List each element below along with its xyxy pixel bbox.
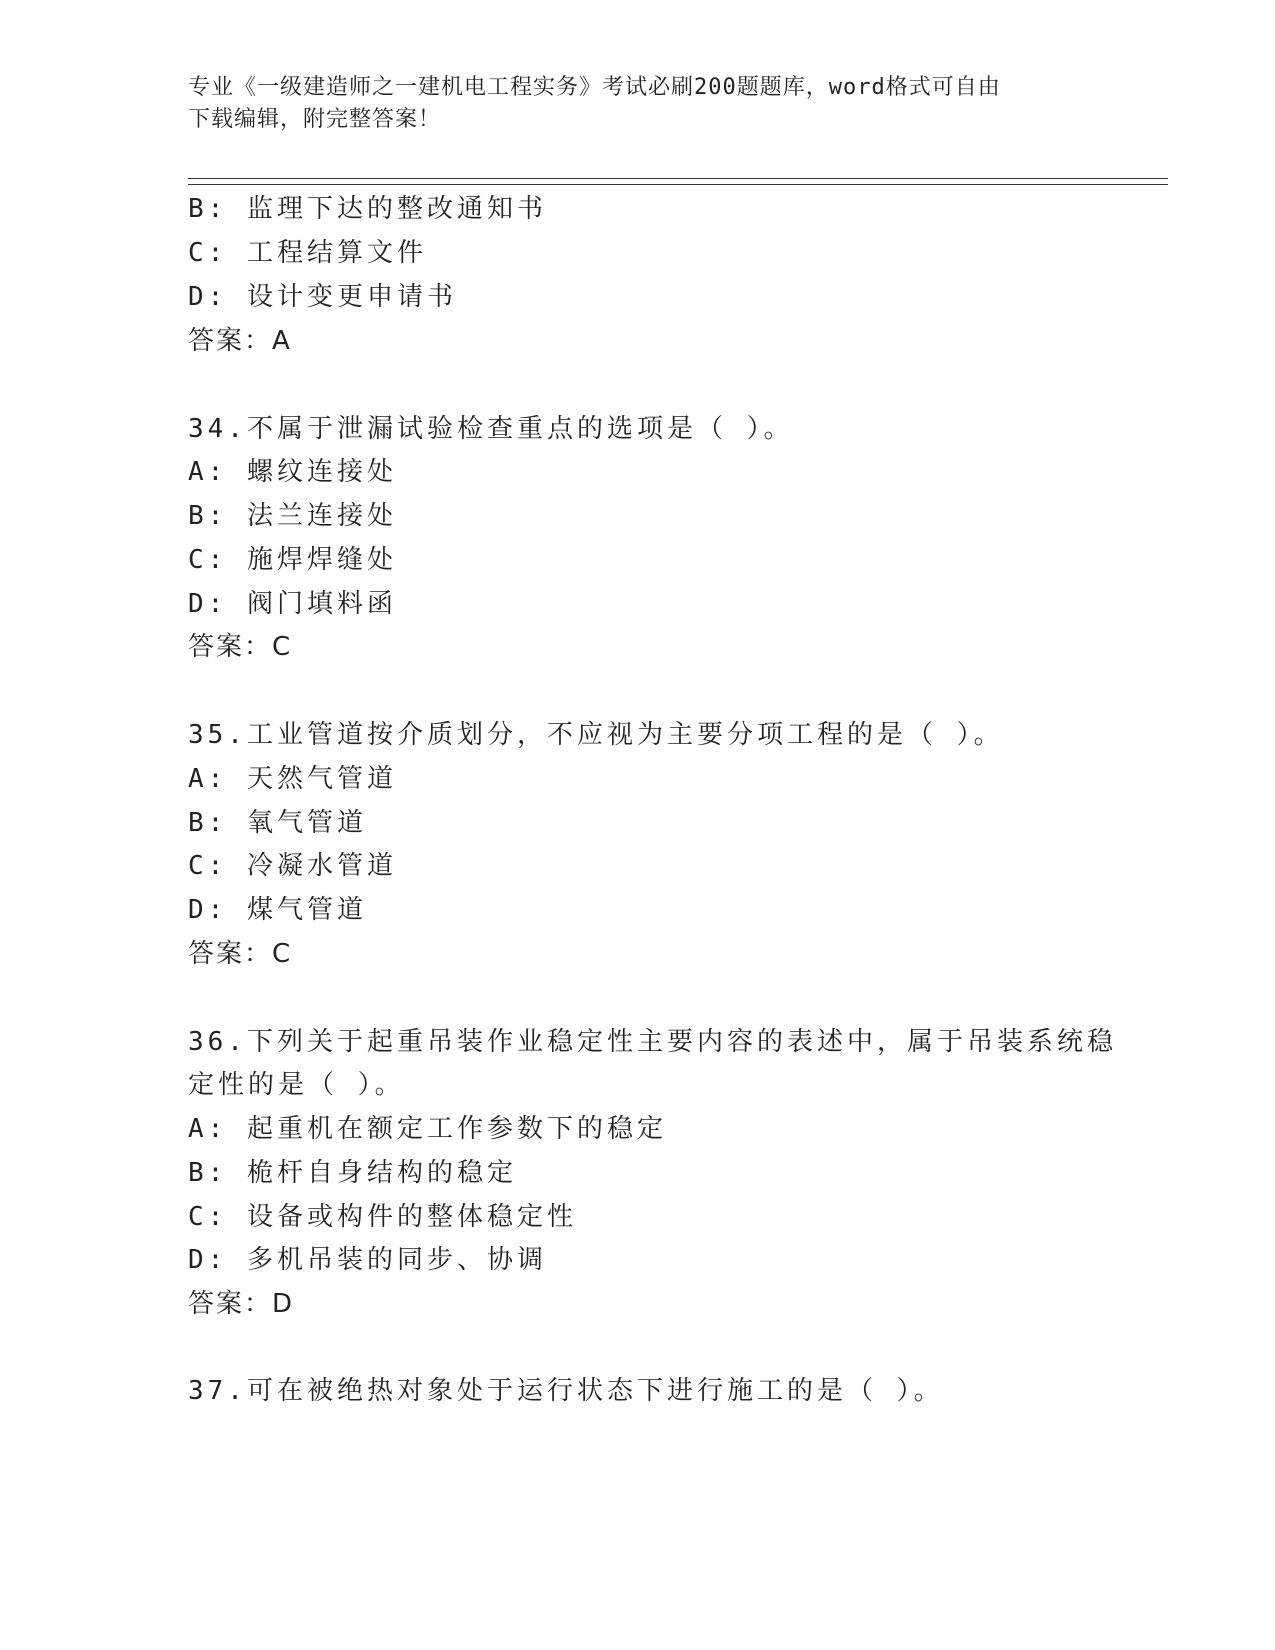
q37-question: 37.可在被绝热对象处于运行状态下进行施工的是（ ）。 (188, 1376, 944, 1406)
q33-option-d: D: 设计变更申请书 (188, 282, 457, 312)
q36-option-a: A: 起重机在额定工作参数下的稳定 (188, 1114, 667, 1144)
header-divider-bottom (188, 184, 1168, 185)
q34-option-b: B: 法兰连接处 (188, 501, 397, 531)
document-header (188, 72, 1068, 136)
q36-option-b: B: 桅杆自身结构的稳定 (188, 1158, 517, 1188)
q35-option-b: B: 氧气管道 (188, 808, 367, 838)
q34-question: 34.不属于泄漏试验检查重点的选项是（ ）。 (188, 414, 794, 444)
q36-option-d: D: 多机吊装的同步、协调 (188, 1245, 547, 1275)
q34-option-a: A: 螺纹连接处 (188, 457, 397, 487)
q36-question-line-1: 36.下列关于起重吊装作业稳定性主要内容的表述中，属于吊装系统稳 (188, 1027, 1117, 1057)
q35-option-d: D: 煤气管道 (188, 895, 367, 925)
q36-question-line-2: 定性的是（ ）。 (188, 1070, 405, 1100)
q35-question: 35.工业管道按介质划分，不应视为主要分项工程的是（ ）。 (188, 720, 1004, 750)
q36-answer: 答案：D (188, 1289, 295, 1319)
q33-option-c: C: 工程结算文件 (188, 238, 427, 268)
q34-option-c: C: 施焊焊缝处 (188, 545, 397, 575)
q33-option-b: B: 监理下达的整改通知书 (188, 194, 547, 224)
q34-answer: 答案：C (188, 632, 293, 662)
q35-option-a: A: 天然气管道 (188, 764, 397, 794)
q34-option-d: D: 阀门填料函 (188, 589, 397, 619)
header-title-line-1: 专业《一级建造师之一建机电工程实务》考试必刷200题题库，word格式可自由 (188, 75, 1001, 100)
q35-answer: 答案：C (188, 939, 293, 969)
q33-answer: 答案：A (188, 326, 292, 356)
q36-option-c: C: 设备或构件的整体稳定性 (188, 1202, 577, 1232)
q35-option-c: C: 冷凝水管道 (188, 851, 397, 881)
header-title-line-2: 下载编辑，附完整答案！ (188, 107, 442, 132)
header-divider-top (188, 178, 1168, 179)
